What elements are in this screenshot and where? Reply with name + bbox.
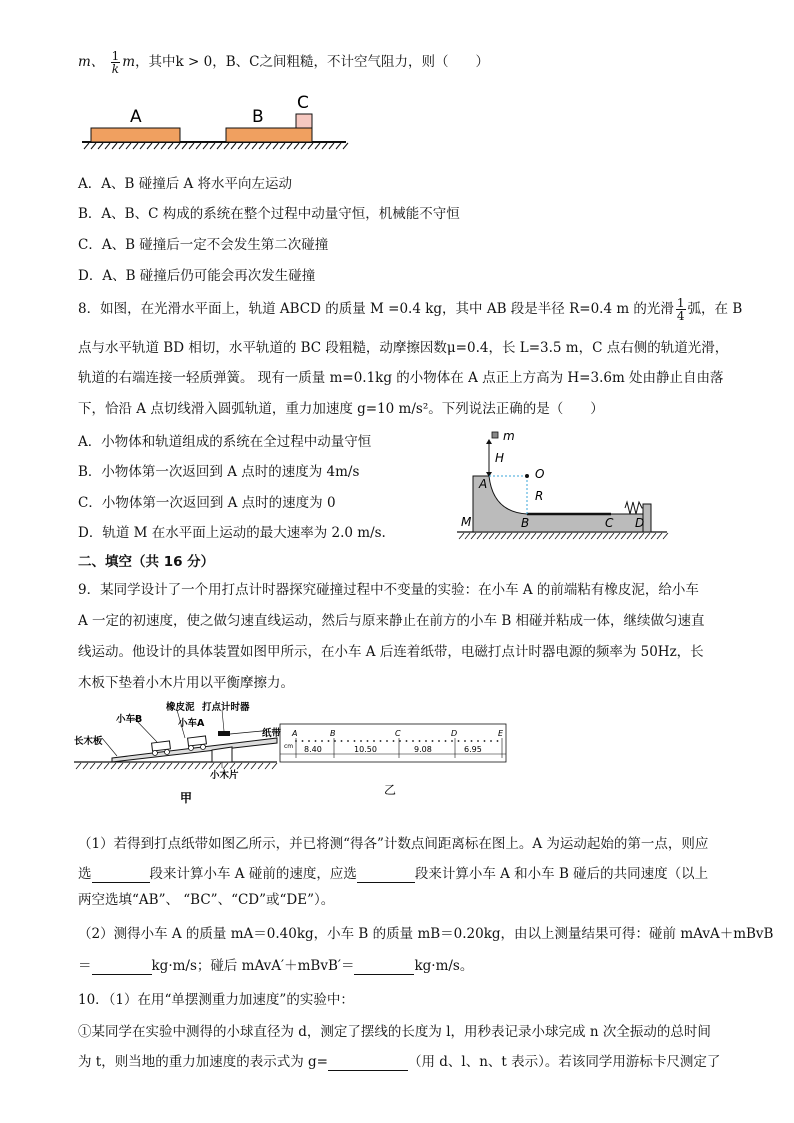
tape-dot	[419, 740, 421, 742]
ground-hatch	[315, 143, 320, 149]
q10-text-b: （用 d、l、n、t 表示）。若该同学用游标卡尺测定了	[407, 1054, 721, 1070]
tape-dot	[458, 740, 460, 742]
q8-line-3: 轨道的右端连接一轻质弹簧。 现有一质量 m=0.1kg 的小物体在 A 点正上方高为 H=3.6m 处由静止自由落	[78, 370, 724, 386]
tape-dot	[490, 740, 492, 742]
tape-dot	[432, 740, 434, 742]
tape-dot	[412, 740, 414, 742]
label-tape: 纸带	[262, 728, 282, 739]
q8-line-1b: 弧，在 B	[687, 301, 743, 317]
block-b	[226, 128, 312, 142]
q8-option-b: B．小物体第一次返回到 A 点时的速度为 4m/s	[78, 464, 360, 480]
label-car-b: 小车B	[116, 714, 143, 725]
segment-cd: 9.08	[414, 745, 432, 754]
label-m-big: M	[461, 515, 472, 529]
ground-hatch	[294, 143, 299, 149]
ground-hatch	[167, 763, 172, 769]
ground-hatch	[238, 143, 243, 149]
ground-hatch	[223, 763, 228, 769]
ground-hatch	[231, 143, 236, 149]
ground-hatch	[76, 763, 81, 769]
ground-hatch	[273, 143, 278, 149]
ground-hatch	[459, 533, 464, 539]
ground-hatch	[203, 143, 208, 149]
ground-hatch	[118, 763, 123, 769]
ground-hatch	[91, 143, 96, 149]
segment-ab: 8.40	[304, 745, 322, 754]
tape-dot	[367, 740, 369, 742]
ground-hatch	[182, 143, 187, 149]
q8-frac-num: 1	[676, 296, 685, 310]
tape-point-d: D	[451, 729, 458, 738]
ground-hatch	[252, 143, 257, 149]
tape-unit: cm	[284, 743, 294, 750]
answer-blank-1[interactable]	[92, 866, 150, 883]
tape-dot	[386, 740, 388, 742]
tape-dot	[438, 740, 440, 742]
ground-hatch	[591, 533, 596, 539]
q10-text-a: 为 t，则当地的重力加速度的表示式为 g=	[78, 1054, 328, 1070]
ground-hatch	[90, 763, 95, 769]
tape-dot	[484, 740, 486, 742]
ground-hatch	[126, 143, 131, 149]
q10-line-3	[78, 1050, 720, 1071]
ground-hatch	[161, 143, 166, 149]
ground-hatch	[140, 143, 145, 149]
q8-line-2: 点与水平轨道 BD 相切，水平轨道的 BC 段粗糙，动摩擦因数μ=0.4，长 L=3.5 m，C 点右侧的轨道光滑，	[78, 340, 729, 356]
label-a: A	[130, 107, 142, 127]
tape-point-c: C	[395, 729, 401, 738]
ground-hatch	[621, 533, 626, 539]
q9-line-2: A 一定的初速度，使之做匀速直线运动，然后与原来静止在前方的小车 B 相碰并粘成一体，继续做匀速直	[78, 613, 705, 629]
ground-hatch	[585, 533, 590, 539]
ground-hatch	[603, 533, 608, 539]
block-c	[296, 114, 312, 128]
ground-hatch	[265, 763, 270, 769]
tape-point-b: B	[330, 729, 336, 738]
q9-line-4: 木板下垫着小木片用以平衡摩擦力。	[78, 675, 294, 691]
answer-blank-3[interactable]	[92, 958, 152, 975]
ground-hatch	[132, 763, 137, 769]
ground-hatch	[139, 763, 144, 769]
ground-hatch	[301, 143, 306, 149]
label-o: O	[535, 467, 545, 481]
label-h: H	[495, 451, 505, 465]
ground-hatch	[465, 533, 470, 539]
tape-dot	[445, 740, 447, 742]
ground-hatch	[98, 143, 103, 149]
ground-hatch	[645, 533, 650, 539]
figure-jia	[72, 698, 282, 808]
track-abcd	[473, 476, 643, 532]
q9-part2-text-a: ＝	[78, 958, 92, 974]
tape-dot	[393, 740, 395, 742]
ground-hatch	[639, 533, 644, 539]
block-a	[91, 128, 180, 142]
tape-dot	[328, 740, 330, 742]
ground-hatch	[133, 143, 138, 149]
ground-hatch	[125, 763, 130, 769]
ground-hatch	[245, 143, 250, 149]
ground-hatch	[188, 763, 193, 769]
tape-dot	[315, 740, 317, 742]
ground-hatch	[230, 763, 235, 769]
label-plasticine: 橡皮泥	[166, 702, 195, 713]
q7-stem-tail: ，其中k > 0，B、C之间粗糙，不计空气阻力，则（ ）	[135, 54, 489, 70]
ground-hatch	[513, 533, 518, 539]
tape-dot	[399, 740, 401, 742]
tape-dot	[302, 740, 304, 742]
q9-part1-text-b: 段来计算小车 A 碰前的速度，应选	[149, 866, 357, 882]
tape-dot	[321, 740, 323, 742]
label-wood-block: 小木片	[210, 770, 239, 781]
ground-hatch	[251, 763, 256, 769]
tape-dot	[406, 740, 408, 742]
ground-hatch	[322, 143, 327, 149]
ground-hatch	[555, 533, 560, 539]
ground-hatch	[627, 533, 632, 539]
q7-fraction	[111, 50, 121, 75]
q10-line-2: ①某同学在实验中测得的小球直径为 d，测定了摆线的长度为 l，用秒表记录小球完成 n 次全振动的总时间	[78, 1024, 711, 1040]
label-m: m	[503, 429, 515, 443]
answer-blank-2[interactable]	[357, 866, 415, 883]
ground-hatch	[561, 533, 566, 539]
segment-de: 6.95	[464, 745, 482, 754]
ground-hatch	[471, 533, 476, 539]
q9-part2-line-1: （2）测得小车 A 的质量 mA＝0.40kg，小车 B 的质量 mB＝0.20kg，由以上测量结果可得：碰前 mAvA＋mBvB	[78, 926, 774, 942]
tape-dot	[341, 740, 343, 742]
label-r: R	[535, 489, 544, 503]
answer-blank-5[interactable]	[328, 1054, 408, 1071]
ground-hatch	[147, 143, 152, 149]
ground-hatch	[119, 143, 124, 149]
tape-dot	[497, 740, 499, 742]
ground-hatch	[189, 143, 194, 149]
ground-hatch	[153, 763, 158, 769]
q8-line-1	[78, 297, 742, 322]
ground-hatch	[579, 533, 584, 539]
ground-hatch	[244, 763, 249, 769]
tape-dot	[477, 740, 479, 742]
ground-hatch	[633, 533, 638, 539]
ground-hatch	[543, 533, 548, 539]
section-fill-in-title: 二、填空（共 16 分）	[78, 554, 215, 570]
ground-hatch	[489, 533, 494, 539]
q7-frac-den: k	[111, 62, 120, 76]
ground-hatch	[216, 763, 221, 769]
q7-figure	[78, 86, 350, 156]
q9-part2-text-c: kg·m/s。	[414, 958, 474, 974]
ground-hatch	[615, 533, 620, 539]
label-b: B	[252, 107, 264, 127]
q8-fraction	[676, 297, 686, 322]
ground-hatch	[266, 143, 271, 149]
ground-hatch	[224, 143, 229, 149]
label-long-board: 长木板	[74, 736, 103, 747]
tape-dot	[347, 740, 349, 742]
ground-hatch	[336, 143, 341, 149]
ground-hatch	[483, 533, 488, 539]
figure-yi	[278, 718, 518, 798]
tape-dot	[354, 740, 356, 742]
tape-dot	[471, 740, 473, 742]
ground-hatch	[597, 533, 602, 539]
q7-stem	[78, 50, 489, 75]
ground-hatch	[519, 533, 524, 539]
q9-part1-text-c: 段来计算小车 A 和小车 B 碰后的共同速度（以上	[414, 866, 709, 882]
answer-blank-4[interactable]	[354, 958, 414, 975]
ground-hatch	[104, 763, 109, 769]
q8-line-4: 下，恰沿 A 点切线滑入圆弧轨道，重力加速度 g=10 m/s²。下列说法正确的是（ ）	[78, 401, 604, 417]
ground-hatch	[525, 533, 530, 539]
segment-bc: 10.50	[354, 745, 377, 754]
ground-hatch	[202, 763, 207, 769]
ground-hatch	[97, 763, 102, 769]
ground-hatch	[501, 533, 506, 539]
ground-hatch	[495, 533, 500, 539]
ground-hatch	[154, 143, 159, 149]
ground-hatch	[549, 533, 554, 539]
ground-hatch	[112, 143, 117, 149]
tape-dot	[308, 740, 310, 742]
q7-frac-num: 1	[111, 49, 120, 63]
ground-hatch	[651, 533, 656, 539]
ground-hatch	[272, 763, 277, 769]
caption-yi: 乙	[384, 783, 397, 797]
q9-line-1: 9．某同学设计了一个用打点计时器探究碰撞过程中不变量的实验：在小车 A 的前端粘有橡皮泥，给小车	[78, 582, 699, 598]
ground-hatch	[195, 763, 200, 769]
tape-dot	[451, 740, 453, 742]
ground-hatch	[477, 533, 482, 539]
q9-part2-line-2	[78, 954, 473, 975]
ground-hatch	[209, 763, 214, 769]
ground-hatch	[175, 143, 180, 149]
ground-hatch	[181, 763, 186, 769]
label-c: C	[605, 516, 614, 530]
q9-part1-line-1: （1）若得到打点纸带如图乙所示，并已将测“得各”计数点间距离标在图上。A 为运动起始的第一点，则应	[78, 836, 709, 852]
ground-hatch	[287, 143, 292, 149]
ground-hatch	[343, 143, 348, 149]
q7-mass-prefix: m、	[78, 54, 105, 70]
ground-hatch	[237, 763, 242, 769]
tape-dot	[380, 740, 382, 742]
wood-block	[212, 747, 232, 762]
label-c: C	[297, 93, 309, 113]
tape-dot	[373, 740, 375, 742]
ground-hatch	[146, 763, 151, 769]
ground-hatch	[567, 533, 572, 539]
ground-hatch	[663, 533, 668, 539]
ground-hatch	[609, 533, 614, 539]
ground-hatch	[160, 763, 165, 769]
q7-option-b: B．A、B、C 构成的系统在整个过程中动量守恒，机械能不守恒	[78, 206, 460, 222]
ground-hatch	[573, 533, 578, 539]
q9-part1-line-2	[78, 862, 708, 883]
q8-option-d: D．轨道 M 在水平面上运动的最大速率为 2.0 m/s.	[78, 525, 386, 541]
ground-hatch	[84, 143, 89, 149]
q9-line-3: 线运动。他设计的具体装置如图甲所示，在小车 A 后连着纸带，电磁打点计时器电源的频率为 50Hz，长	[78, 644, 704, 660]
q7-option-a: A．A、B 碰撞后 A 将水平向左运动	[78, 176, 293, 192]
caption-jia: 甲	[180, 791, 193, 805]
ground-hatch	[217, 143, 222, 149]
ground-hatch	[168, 143, 173, 149]
ground-hatch	[531, 533, 536, 539]
small-object	[492, 432, 498, 438]
ground-hatch	[308, 143, 313, 149]
label-b: B	[521, 516, 530, 530]
q7-option-c: C．A、B 碰撞后一定不会发生第二次碰撞	[78, 237, 329, 253]
q8-line-1a: 8．如图，在光滑水平面上，轨道 ABCD 的质量 M =0.4 kg，其中 AB 段是半径 R=0.4 m 的光滑	[78, 301, 674, 317]
q10-line-1: 10．（1）在用“单摆测重力加速度”的实验中：	[78, 992, 354, 1008]
ground-hatch	[105, 143, 110, 149]
label-a: A	[479, 477, 488, 491]
tape-dot	[334, 740, 336, 742]
label-d: D	[635, 516, 645, 530]
ground-hatch	[329, 143, 334, 149]
timer	[218, 731, 230, 736]
q9-part2-text-b: kg·m/s；碰后 mAvA′＋mBvB′＝	[151, 958, 355, 974]
ground-hatch	[259, 143, 264, 149]
ground-hatch	[83, 763, 88, 769]
spring	[625, 502, 643, 514]
q9-part1-text-a: 选	[78, 866, 92, 882]
center-o	[525, 474, 529, 478]
tape-dot	[425, 740, 427, 742]
ground-hatch	[174, 763, 179, 769]
ground-hatch	[258, 763, 263, 769]
q8-option-a: A．小物体和轨道组成的系统在全过程中动量守恒	[78, 434, 372, 450]
ground-hatch	[196, 143, 201, 149]
label-timer: 打点计时器	[202, 702, 250, 713]
ground-hatch	[111, 763, 116, 769]
q8-frac-den: 4	[676, 309, 685, 323]
tape-dot	[464, 740, 466, 742]
q9-part1-line-3: 两空选填“AB”、 “BC”、“CD”或“DE”）。	[78, 892, 335, 908]
ground-hatch	[537, 533, 542, 539]
q7-frac-suffix: m	[122, 54, 136, 70]
label-car-a: 小车A	[178, 718, 205, 729]
q7-option-d: D．A、B 碰撞后仍可能会再次发生碰撞	[78, 268, 316, 284]
ground-hatch	[507, 533, 512, 539]
tape-point-a: A	[292, 729, 298, 738]
ground-hatch	[657, 533, 662, 539]
q8-option-c: C．小物体第一次返回到 A 点时的速度为 0	[78, 495, 336, 511]
ground-hatch	[280, 143, 285, 149]
paper-tape	[280, 724, 506, 762]
tape-point-e: E	[498, 729, 504, 738]
ground-hatch	[210, 143, 215, 149]
tape-dot	[360, 740, 362, 742]
q8-figure	[455, 428, 675, 546]
